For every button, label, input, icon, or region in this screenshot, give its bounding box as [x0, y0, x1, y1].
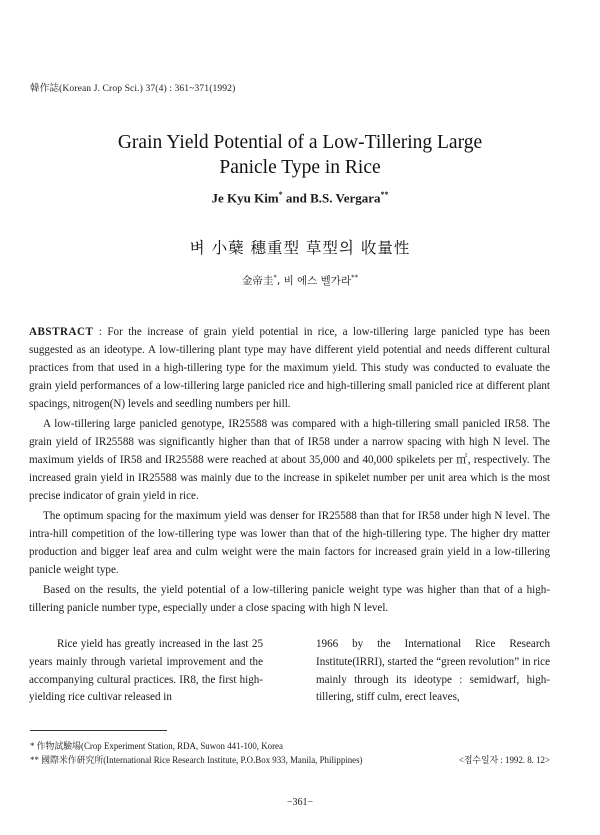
korean-title: 벼 小蘖 穗重型 草型의 收量性	[189, 239, 411, 257]
article-title	[0, 130, 600, 180]
korean-author-line	[0, 273, 600, 288]
page-number: −361−	[286, 797, 314, 808]
abstract-label: ABSTRACT	[29, 326, 94, 338]
author-2: B.S. Vergara	[310, 190, 381, 206]
korean-author-join: ,	[276, 275, 284, 287]
author-2-mark: **	[380, 190, 389, 199]
footnote-1: * 作物試驗場(Crop Experiment Station, RDA, Suwon 441-100, Korea	[30, 741, 283, 751]
author-1-mark: *	[278, 190, 283, 199]
abstract-paragraph-4: Based on the results, the yield potential of a low-tillering panicle weight type was higher than that of a high-tillering panicle number type, especially under a close spacing with high N level.	[29, 584, 550, 614]
abstract-paragraph-3: The optimum spacing for the maximum yield was denser for IR25588 than that for IR58 under high N level. The intra-hill competition of the low-tillering type was lower than that of the high-tillering type. The higher dry matter production and bigger leaf area and culm weight were the main factors for increased grain yield in a low-tillering panicle weight type.	[29, 510, 550, 576]
abstract-paragraph-1	[29, 323, 550, 413]
journal-citation: 韓作誌(Korean J. Crop Sci.) 37(4) : 361~371(1992)	[30, 83, 236, 94]
footnote-divider	[30, 730, 167, 731]
author-join: and	[282, 190, 311, 206]
title-line-1: Grain Yield Potential of a Low-Tillering Large	[117, 132, 483, 153]
received-date: <접수일자 : 1992. 8. 12>	[458, 755, 550, 765]
abstract-paragraph-2: A low-tillering large panicled genotype, IR25588 was compared with a high-tillering small panicled IR58. The grain yield of IR25588 was significantly higher than that of IR58 under a narrow spacing with high N level. The maximum yields of IR58 and IR25588 were reached at about 35,000 and 40,000 spikelets per ㎡, respectively. The increased grain yield in IR25588 was mainly due to the increase in spikelet number per unit area which is the most precise indicator of grain yield in rice.	[29, 418, 550, 502]
abstract	[29, 323, 550, 617]
korean-author-2-mark: **	[351, 273, 359, 282]
author-1: Je Kyu Kim	[211, 190, 279, 206]
author-line	[0, 190, 600, 206]
korean-author-2: 비 에스 벨가라	[283, 275, 352, 287]
footnote-2: ** 國際米作硏究所(International Rice Research Institute, P.O.Box 933, Manila, Philippines)	[30, 755, 363, 765]
korean-author-1-mark: *	[273, 273, 277, 282]
abstract-separator: :	[93, 326, 108, 338]
title-line-2: Panicle Type in Rice	[219, 157, 381, 178]
footnote-2-row	[30, 753, 550, 767]
body-paragraph-left: Rice yield has greatly increased in the last 25 years mainly through varietal improvement and the accompanying cultural practices. IR8, the first high-yielding rice cultivar released in	[29, 638, 263, 704]
body-paragraph-right: 1966 by the International Rice Research Institute(IRRI), started the “green revolution” in rice mainly through its ideotype : semidwarf, high-tillering, stiff culm, erect leaves,	[316, 638, 550, 704]
korean-author-1: 金帝圭	[241, 275, 274, 287]
abstract-text-1: For the increase of grain yield potential in rice, a low-tillering large panicled type has been suggested as an ideotype. A low-tillering plant type may have different yield potential and needs different cultural practices from that used in a high-tillering type for the maximum yield. This study was conducted to evaluate the grain yield performances of a low-tillering large panicled rice and high-tillering small panicled rice at different plant spacings, nitrogen(N) levels and seedling numbers per hill.	[29, 326, 550, 410]
body-column-right	[316, 636, 550, 707]
footnotes	[30, 739, 550, 767]
body-column-left	[29, 636, 263, 707]
